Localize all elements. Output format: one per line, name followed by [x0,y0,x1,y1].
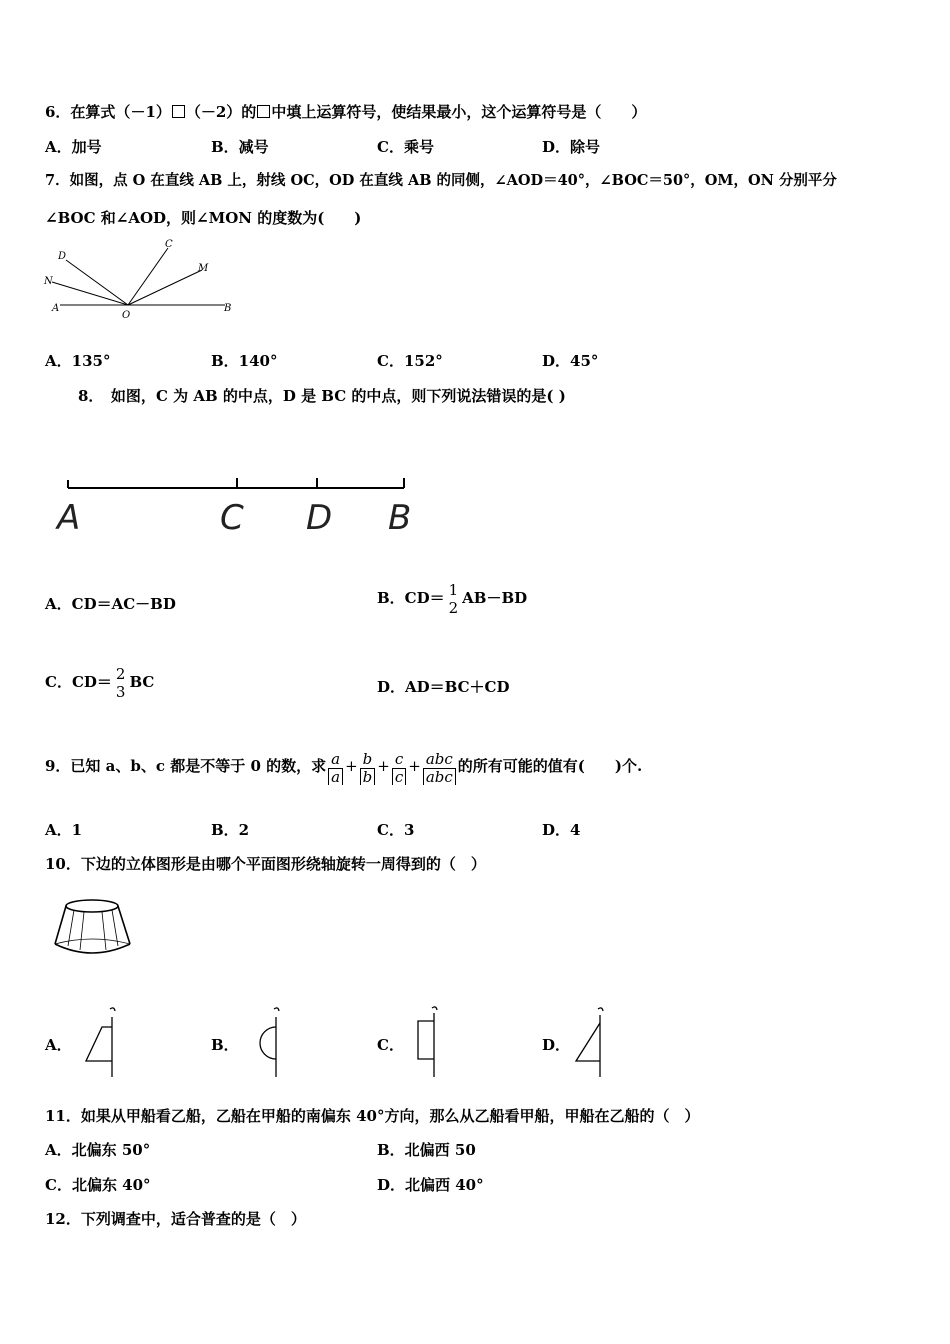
q11-option-a: A．北偏东 50° [45,1141,151,1159]
plus-sign: + [408,757,421,775]
fraction-denominator: 2 [448,599,459,617]
q8-stem: 8． 如图，C 为 AB 的中点，D 是 BC 的中点，则下列说法错误的是( ) [78,387,566,405]
label-d: D [306,498,333,538]
q10-stem: 10．下边的立体图形是由哪个平面图形绕轴旋转一周得到的（ ） [45,855,486,873]
q8-option-d: D．AD＝BC＋CD [377,678,510,696]
q9-option-a: A．1 [45,821,83,839]
label-c: C [165,239,173,250]
q8-option-c-pre: C．CD＝ [45,673,112,691]
q11-option-c: C．北偏东 40° [45,1176,151,1194]
fraction-denominator: abc [423,769,456,785]
ray-od [66,260,128,305]
q6-option-c: C．乘号 [377,138,434,156]
q11-stem: 11．如果从甲船看乙船，乙船在甲船的南偏东 40°方向，那么从乙船看甲船，甲船在乙船的（ ） [45,1107,700,1125]
q8-option-c-post: BC [129,673,155,691]
label-o: O [122,310,131,321]
q6-stem [45,102,646,122]
label-b: B [388,498,412,538]
q10-option-b: B． [211,1036,239,1054]
q10-option-d: D． [542,1036,571,1054]
q6-option-a: A．加号 [45,138,102,156]
fraction-numerator: 2 [115,665,126,683]
frustum-solid-figure [50,896,140,960]
fraction-numerator: a [328,750,343,769]
q7-option-b: B．140° [211,352,278,370]
q11-option-d: D．北偏西 40° [377,1176,484,1194]
q9-fraction-b [360,750,376,785]
q9-option-c: C．3 [377,821,415,839]
q9-stem [45,738,642,794]
q8-option-c-fraction [114,665,128,701]
q9-fraction-abc [423,750,456,785]
q9-stem-pre: 9．已知 a、b、c 都是不等于 0 的数，求 [45,757,327,775]
label-a: A [57,498,81,538]
q12-stem: 12．下列调查中，适合普查的是（ ） [45,1210,306,1228]
q6-stem-post: （－2）的 [185,103,257,121]
q10-shape-trapezoid [80,1005,124,1081]
plus-sign: + [377,757,390,775]
ray-oc [128,248,168,305]
label-m: M [198,263,209,274]
q8-option-b-post: AB－BD [462,589,528,607]
q6-stem-pre: 6．在算式（－1） [45,103,171,121]
label-n: N [44,276,53,287]
q9-fraction-a [328,750,343,785]
fraction-numerator: 1 [448,581,459,599]
q7-stem-line1: 7．如图，点 O 在直线 AB 上，射线 OC，OD 在直线 AB 的同侧，∠AOD＝40°，∠BOC＝50°，OM，ON 分别平分 [45,172,837,189]
ray-om [128,270,202,305]
q10-option-c: C． [377,1036,404,1054]
label-c: C [220,498,244,538]
q10-shape-triangle [572,1005,616,1081]
q8-option-b [377,568,527,628]
q6-option-b: B．减号 [211,138,269,156]
q9-option-d: D．4 [542,821,581,839]
q10-shape-rectangle [410,1005,454,1081]
fraction-denominator: 3 [115,683,126,701]
plus-sign: + [345,757,358,775]
fraction-denominator: a [328,769,343,785]
fraction-numerator: b [360,750,376,769]
fraction-numerator: c [392,750,406,769]
label-b: B [224,303,232,314]
q11-option-b: B．北偏西 50 [377,1141,476,1159]
q10-option-a: A． [45,1036,72,1054]
q8-option-a: A．CD＝AC－BD [45,595,176,613]
q10-shape-semicircle [248,1005,292,1081]
q6-stem-tail: 中填上运算符号，使结果最小，这个运算符号是（ ） [271,103,647,121]
q8-option-b-fraction [447,581,461,617]
fraction-numerator: abc [423,750,456,769]
blank-box-icon [172,105,185,118]
q9-fraction-c [392,750,406,785]
fraction-denominator: b [360,769,376,785]
fraction-denominator: c [392,769,406,785]
q7-stem-line2: ∠BOC 和∠AOD，则∠MON 的度数为( ) [45,209,362,227]
q8-option-c [45,652,154,712]
q8-segment-figure [52,470,422,540]
q6-option-d: D．除号 [542,138,601,156]
label-d: D [58,251,67,262]
label-a: A [52,303,60,314]
q7-angle-figure [40,236,240,322]
q7-option-a: A．135° [45,352,111,370]
q7-option-d: D．45° [542,352,599,370]
q9-option-b: B．2 [211,821,250,839]
q9-stem-post: 的所有可能的值有( )个. [457,757,643,775]
q7-option-c: C．152° [377,352,443,370]
ray-on [52,282,128,305]
blank-box-icon [257,105,270,118]
q8-option-b-pre: B．CD＝ [377,589,445,607]
